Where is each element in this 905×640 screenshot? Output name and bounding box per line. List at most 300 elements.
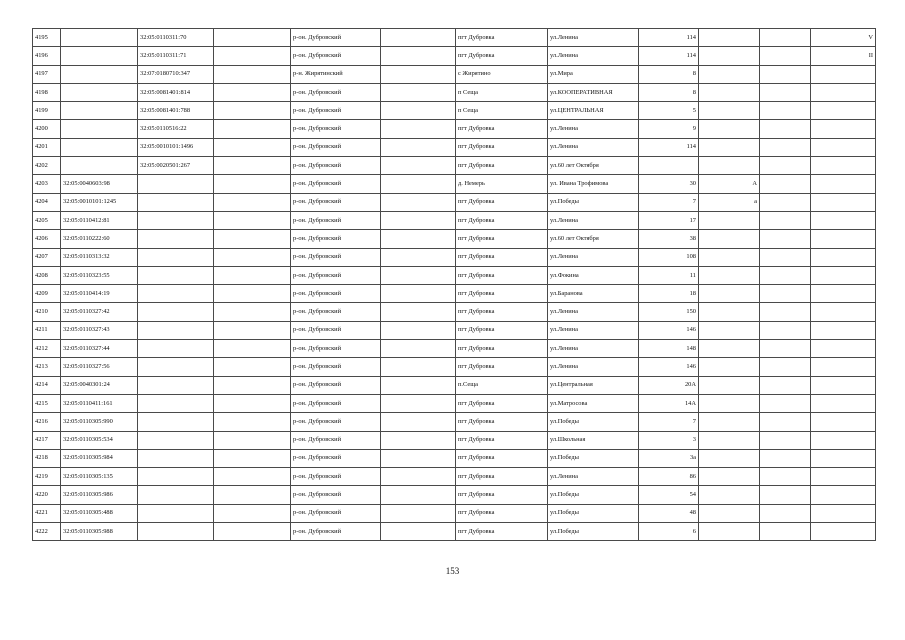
settlement-cell: пгт Дубровка — [456, 523, 548, 541]
street-cell: ул.Ленина — [548, 138, 639, 156]
empty-cell — [760, 175, 811, 193]
house-number-cell: 114 — [639, 29, 699, 47]
cadastral-number-alt-cell — [138, 376, 214, 394]
street-cell: ул.Ленина — [548, 120, 639, 138]
empty-cell — [381, 321, 456, 339]
row-number-cell: 4203 — [33, 175, 61, 193]
cadastral-number-cell: 32:05:0040603:98 — [61, 175, 138, 193]
letter-cell — [699, 211, 760, 229]
empty-cell — [760, 120, 811, 138]
empty-cell — [381, 266, 456, 284]
cadastral-number-cell: 32:05:0110222:60 — [61, 230, 138, 248]
table-row — [33, 29, 876, 47]
table-row — [33, 449, 876, 467]
empty-cell — [760, 449, 811, 467]
cadastral-number-cell: 32:05:0110323:55 — [61, 266, 138, 284]
cadastral-number-alt-cell — [138, 230, 214, 248]
settlement-cell: пгт Дубровка — [456, 157, 548, 175]
row-number-cell: 4220 — [33, 486, 61, 504]
district-cell: р-он. Дубровский — [291, 394, 381, 412]
table-row — [33, 175, 876, 193]
extra-cell — [811, 413, 876, 431]
cadastral-number-cell: 32:05:0110305:488 — [61, 504, 138, 522]
letter-cell — [699, 29, 760, 47]
street-cell: ул.60 лет Октября — [548, 157, 639, 175]
district-cell: р-он. Дубровский — [291, 47, 381, 65]
letter-cell: а — [699, 193, 760, 211]
table-row — [33, 83, 876, 101]
empty-cell — [214, 175, 291, 193]
cadastral-number-cell — [61, 65, 138, 83]
letter-cell — [699, 120, 760, 138]
extra-cell — [811, 285, 876, 303]
empty-cell — [381, 303, 456, 321]
empty-cell — [760, 486, 811, 504]
extra-cell — [811, 266, 876, 284]
settlement-cell: пгт Дубровка — [456, 248, 548, 266]
empty-cell — [214, 504, 291, 522]
cadastral-number-alt-cell — [138, 248, 214, 266]
cadastral-number-cell: 32:05:0110327:42 — [61, 303, 138, 321]
empty-cell — [214, 285, 291, 303]
house-number-cell: 38 — [639, 230, 699, 248]
street-cell: ул.ЦЕНТРАЛЬНАЯ — [548, 102, 639, 120]
empty-cell — [214, 358, 291, 376]
empty-cell — [760, 321, 811, 339]
empty-cell — [214, 449, 291, 467]
house-number-cell: 8 — [639, 83, 699, 101]
street-cell: ул.Победы — [548, 413, 639, 431]
empty-cell — [214, 376, 291, 394]
district-cell: р-он. Дубровский — [291, 157, 381, 175]
empty-cell — [381, 523, 456, 541]
letter-cell — [699, 340, 760, 358]
empty-cell — [214, 47, 291, 65]
house-number-cell: 48 — [639, 504, 699, 522]
house-number-cell: 5 — [639, 102, 699, 120]
cadastral-number-alt-cell — [138, 266, 214, 284]
empty-cell — [760, 394, 811, 412]
district-cell: р-он. Дубровский — [291, 431, 381, 449]
cadastral-number-alt-cell: 32:05:0020501:267 — [138, 157, 214, 175]
empty-cell — [381, 65, 456, 83]
row-number-cell: 4217 — [33, 431, 61, 449]
cadastral-number-alt-cell: 32:07:0180710:347 — [138, 65, 214, 83]
extra-cell — [811, 394, 876, 412]
street-cell: ул.Мира — [548, 65, 639, 83]
empty-cell — [760, 285, 811, 303]
cadastral-number-alt-cell — [138, 340, 214, 358]
street-cell: ул.Победы — [548, 523, 639, 541]
empty-cell — [214, 193, 291, 211]
row-number-cell: 4198 — [33, 83, 61, 101]
street-cell: ул.Ленина — [548, 47, 639, 65]
house-number-cell: 20А — [639, 376, 699, 394]
district-cell: р-он. Дубровский — [291, 468, 381, 486]
page-number: 153 — [445, 566, 460, 576]
house-number-cell: 11 — [639, 266, 699, 284]
empty-cell — [381, 29, 456, 47]
empty-cell — [760, 431, 811, 449]
district-cell: р-он. Дубровский — [291, 449, 381, 467]
house-number-cell: 54 — [639, 486, 699, 504]
settlement-cell: пгт Дубровка — [456, 321, 548, 339]
letter-cell — [699, 468, 760, 486]
row-number-cell: 4204 — [33, 193, 61, 211]
row-number-cell: 4213 — [33, 358, 61, 376]
extra-cell — [811, 523, 876, 541]
empty-cell — [760, 468, 811, 486]
empty-cell — [214, 102, 291, 120]
table-body — [33, 29, 876, 541]
row-number-cell: 4202 — [33, 157, 61, 175]
table-row — [33, 285, 876, 303]
empty-cell — [214, 157, 291, 175]
house-number-cell: 108 — [639, 248, 699, 266]
settlement-cell: пгт Дубровка — [456, 431, 548, 449]
house-number-cell: 148 — [639, 340, 699, 358]
cadastral-number-cell: 32:05:0040301:24 — [61, 376, 138, 394]
cadastral-number-cell: 32:05:0110305:135 — [61, 468, 138, 486]
empty-cell — [214, 211, 291, 229]
row-number-cell: 4195 — [33, 29, 61, 47]
row-number-cell: 4197 — [33, 65, 61, 83]
cadastral-number-cell: 32:05:0110305:534 — [61, 431, 138, 449]
table-row — [33, 120, 876, 138]
empty-cell — [214, 266, 291, 284]
extra-cell — [811, 83, 876, 101]
settlement-cell: пгт Дубровка — [456, 504, 548, 522]
table-row — [33, 65, 876, 83]
row-number-cell: 4212 — [33, 340, 61, 358]
extra-cell — [811, 376, 876, 394]
table-row — [33, 47, 876, 65]
district-cell: р-он. Дубровский — [291, 266, 381, 284]
empty-cell — [760, 504, 811, 522]
street-cell: ул.Победы — [548, 193, 639, 211]
row-number-cell: 4216 — [33, 413, 61, 431]
table-row — [33, 523, 876, 541]
cadastral-number-alt-cell: 32:05:0010101:1496 — [138, 138, 214, 156]
empty-cell — [760, 248, 811, 266]
cadastral-number-cell: 32:05:0110305:986 — [61, 486, 138, 504]
letter-cell — [699, 376, 760, 394]
empty-cell — [381, 193, 456, 211]
house-number-cell: 18 — [639, 285, 699, 303]
district-cell: р-он. Дубровский — [291, 376, 381, 394]
house-number-cell: 17 — [639, 211, 699, 229]
street-cell: ул.Ленина — [548, 248, 639, 266]
cadastral-number-alt-cell — [138, 523, 214, 541]
cadastral-number-cell — [61, 29, 138, 47]
row-number-cell: 4219 — [33, 468, 61, 486]
empty-cell — [214, 413, 291, 431]
empty-cell — [381, 157, 456, 175]
letter-cell — [699, 394, 760, 412]
house-number-cell: 146 — [639, 321, 699, 339]
house-number-cell: 14А — [639, 394, 699, 412]
empty-cell — [214, 65, 291, 83]
empty-cell — [760, 83, 811, 101]
extra-cell — [811, 175, 876, 193]
settlement-cell: пгт Дубровка — [456, 303, 548, 321]
street-cell: ул.Фокина — [548, 266, 639, 284]
empty-cell — [381, 285, 456, 303]
extra-cell — [811, 358, 876, 376]
empty-cell — [760, 376, 811, 394]
district-cell: р-он. Дубровский — [291, 486, 381, 504]
cadastral-number-alt-cell — [138, 431, 214, 449]
empty-cell — [760, 211, 811, 229]
street-cell: ул.Ленина — [548, 29, 639, 47]
settlement-cell: д. Немерь — [456, 175, 548, 193]
extra-cell — [811, 321, 876, 339]
empty-cell — [214, 120, 291, 138]
empty-cell — [381, 504, 456, 522]
cadastral-number-cell: 32:05:0110414:19 — [61, 285, 138, 303]
row-number-cell: 4211 — [33, 321, 61, 339]
cadastral-number-cell — [61, 138, 138, 156]
extra-cell — [811, 340, 876, 358]
settlement-cell: пгт Дубровка — [456, 211, 548, 229]
table-row — [33, 193, 876, 211]
extra-cell — [811, 120, 876, 138]
extra-cell — [811, 468, 876, 486]
row-number-cell: 4221 — [33, 504, 61, 522]
empty-cell — [381, 248, 456, 266]
settlement-cell: п.Сеща — [456, 376, 548, 394]
empty-cell — [214, 138, 291, 156]
cadastral-number-alt-cell — [138, 486, 214, 504]
cadastral-number-alt-cell — [138, 285, 214, 303]
letter-cell — [699, 138, 760, 156]
row-number-cell: 4210 — [33, 303, 61, 321]
row-number-cell: 4209 — [33, 285, 61, 303]
district-cell: р-он. Дубровский — [291, 303, 381, 321]
settlement-cell: пгт Дубровка — [456, 138, 548, 156]
empty-cell — [760, 193, 811, 211]
table-row — [33, 138, 876, 156]
district-cell: р-он. Дубровский — [291, 285, 381, 303]
letter-cell — [699, 431, 760, 449]
street-cell: ул.60 лет Октября — [548, 230, 639, 248]
cadastral-number-cell: 32:05:0110305:988 — [61, 523, 138, 541]
cadastral-number-cell: 32:05:0110327:56 — [61, 358, 138, 376]
settlement-cell: пгт Дубровка — [456, 266, 548, 284]
district-cell: р-он. Дубровский — [291, 230, 381, 248]
cadastral-number-alt-cell — [138, 468, 214, 486]
district-cell: р-он. Дубровский — [291, 83, 381, 101]
row-number-cell: 4206 — [33, 230, 61, 248]
house-number-cell: 8 — [639, 65, 699, 83]
row-number-cell: 4218 — [33, 449, 61, 467]
row-number-cell: 4201 — [33, 138, 61, 156]
letter-cell — [699, 65, 760, 83]
settlement-cell: пгт Дубровка — [456, 120, 548, 138]
cadastral-number-cell — [61, 47, 138, 65]
cadastral-number-cell: 32:05:0110313:32 — [61, 248, 138, 266]
empty-cell — [214, 230, 291, 248]
empty-cell — [381, 394, 456, 412]
cadastral-number-alt-cell: 32:05:0110311:70 — [138, 29, 214, 47]
empty-cell — [214, 248, 291, 266]
extra-cell — [811, 102, 876, 120]
table-row — [33, 211, 876, 229]
empty-cell — [214, 468, 291, 486]
district-cell: р-он. Дубровский — [291, 523, 381, 541]
table-row — [33, 248, 876, 266]
cadastral-number-cell — [61, 83, 138, 101]
district-cell: р-он. Дубровский — [291, 504, 381, 522]
street-cell: ул.Победы — [548, 486, 639, 504]
district-cell: р-он. Дубровский — [291, 175, 381, 193]
empty-cell — [381, 211, 456, 229]
district-cell: р-он. Дубровский — [291, 358, 381, 376]
street-cell: ул.Ленина — [548, 321, 639, 339]
street-cell: ул.Ленина — [548, 211, 639, 229]
table-row — [33, 266, 876, 284]
row-number-cell: 4215 — [33, 394, 61, 412]
empty-cell — [381, 413, 456, 431]
cadastral-number-cell: 32:05:0110411:161 — [61, 394, 138, 412]
settlement-cell: пгт Дубровка — [456, 285, 548, 303]
cadastral-number-alt-cell — [138, 504, 214, 522]
extra-cell — [811, 230, 876, 248]
house-number-cell: 9 — [639, 120, 699, 138]
cadastral-number-alt-cell — [138, 358, 214, 376]
letter-cell — [699, 486, 760, 504]
extra-cell — [811, 486, 876, 504]
settlement-cell: пгт Дубровка — [456, 29, 548, 47]
house-number-cell: 30 — [639, 175, 699, 193]
empty-cell — [381, 175, 456, 193]
table-row — [33, 394, 876, 412]
table-row — [33, 230, 876, 248]
settlement-cell: пгт Дубровка — [456, 193, 548, 211]
empty-cell — [760, 340, 811, 358]
cadastral-number-alt-cell — [138, 193, 214, 211]
street-cell: ул.Ленина — [548, 340, 639, 358]
empty-cell — [760, 266, 811, 284]
letter-cell — [699, 47, 760, 65]
settlement-cell: пгт Дубровка — [456, 486, 548, 504]
settlement-cell: с Жирятино — [456, 65, 548, 83]
letter-cell — [699, 358, 760, 376]
letter-cell — [699, 504, 760, 522]
house-number-cell: 3а — [639, 449, 699, 467]
settlement-cell: пгт Дубровка — [456, 468, 548, 486]
letter-cell — [699, 285, 760, 303]
row-number-cell: 4214 — [33, 376, 61, 394]
cadastral-number-alt-cell — [138, 211, 214, 229]
registry-table — [32, 28, 876, 541]
empty-cell — [214, 83, 291, 101]
empty-cell — [381, 120, 456, 138]
extra-cell — [811, 138, 876, 156]
row-number-cell: 4205 — [33, 211, 61, 229]
letter-cell — [699, 157, 760, 175]
district-cell: р-он. Дубровский — [291, 138, 381, 156]
empty-cell — [381, 468, 456, 486]
street-cell: ул.Школьная — [548, 431, 639, 449]
extra-cell — [811, 504, 876, 522]
settlement-cell: пгт Дубровка — [456, 449, 548, 467]
cadastral-number-cell — [61, 157, 138, 175]
empty-cell — [214, 431, 291, 449]
letter-cell — [699, 413, 760, 431]
house-number-cell — [639, 157, 699, 175]
house-number-cell: 3 — [639, 431, 699, 449]
extra-cell — [811, 248, 876, 266]
house-number-cell: 150 — [639, 303, 699, 321]
house-number-cell: 86 — [639, 468, 699, 486]
district-cell: р-он. Дубровский — [291, 120, 381, 138]
district-cell: р-он. Дубровский — [291, 29, 381, 47]
empty-cell — [214, 303, 291, 321]
empty-cell — [214, 340, 291, 358]
table-row — [33, 486, 876, 504]
cadastral-number-cell: 32:05:0110327:44 — [61, 340, 138, 358]
house-number-cell: 114 — [639, 47, 699, 65]
street-cell: ул.Победы — [548, 449, 639, 467]
empty-cell — [381, 486, 456, 504]
district-cell: р-н. Жирятинский — [291, 65, 381, 83]
settlement-cell: пгт Дубровка — [456, 47, 548, 65]
table-row — [33, 376, 876, 394]
table-row — [33, 102, 876, 120]
cadastral-number-alt-cell: 32:05:0081401:814 — [138, 83, 214, 101]
extra-cell — [811, 431, 876, 449]
cadastral-number-cell: 32:05:0010101:1245 — [61, 193, 138, 211]
table-row — [33, 504, 876, 522]
empty-cell — [381, 102, 456, 120]
district-cell: р-он. Дубровский — [291, 193, 381, 211]
empty-cell — [214, 29, 291, 47]
table-row — [33, 431, 876, 449]
settlement-cell: п Сеща — [456, 83, 548, 101]
empty-cell — [760, 47, 811, 65]
empty-cell — [381, 358, 456, 376]
letter-cell — [699, 248, 760, 266]
cadastral-number-cell — [61, 120, 138, 138]
street-cell: ул.Ленина — [548, 303, 639, 321]
row-number-cell: 4196 — [33, 47, 61, 65]
settlement-cell: пгт Дубровка — [456, 230, 548, 248]
letter-cell — [699, 321, 760, 339]
letter-cell: А — [699, 175, 760, 193]
cadastral-number-alt-cell: 32:05:0110516:22 — [138, 120, 214, 138]
cadastral-number-alt-cell: 32:05:0110311:71 — [138, 47, 214, 65]
table-row — [33, 468, 876, 486]
empty-cell — [760, 303, 811, 321]
cadastral-number-cell: 32:05:0110327:43 — [61, 321, 138, 339]
cadastral-number-cell: 32:05:0110305:990 — [61, 413, 138, 431]
letter-cell — [699, 523, 760, 541]
extra-cell — [811, 65, 876, 83]
empty-cell — [381, 230, 456, 248]
street-cell: ул.Центральная — [548, 376, 639, 394]
row-number-cell: 4207 — [33, 248, 61, 266]
empty-cell — [760, 358, 811, 376]
district-cell: р-он. Дубровский — [291, 321, 381, 339]
street-cell: ул.Победы — [548, 504, 639, 522]
table-row — [33, 413, 876, 431]
table-row — [33, 358, 876, 376]
extra-cell — [811, 303, 876, 321]
row-number-cell: 4208 — [33, 266, 61, 284]
empty-cell — [760, 157, 811, 175]
street-cell: ул.Ленина — [548, 468, 639, 486]
